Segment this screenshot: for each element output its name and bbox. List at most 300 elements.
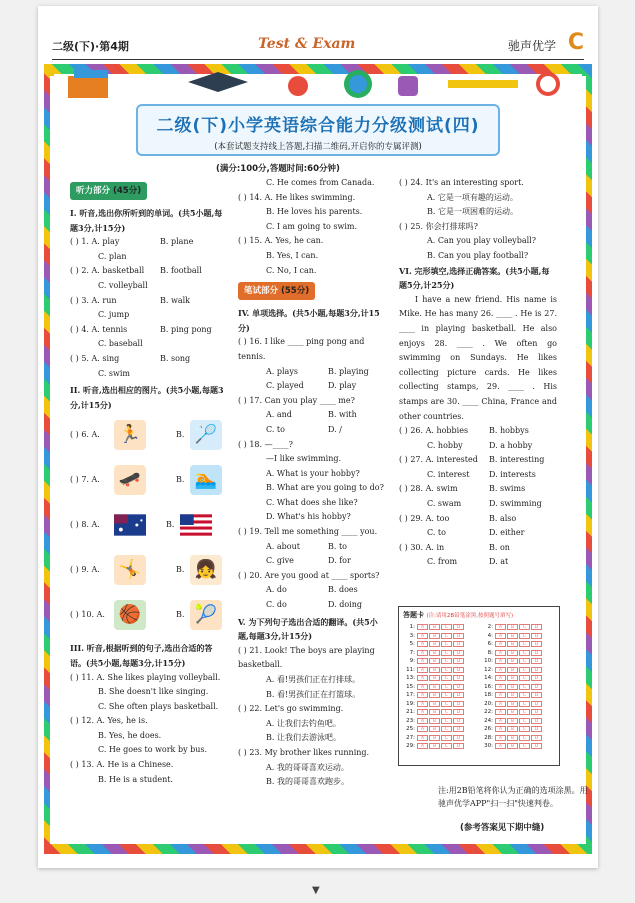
answer-card-instruction: (注:请用2B铅笔涂黑,按照题号填写) <box>426 613 514 619</box>
writing-part-points: (55分) <box>280 286 310 297</box>
answer-bubble[interactable]: A <box>417 684 428 690</box>
answer-card-row <box>481 649 555 658</box>
answer-bubble[interactable]: A <box>417 650 428 656</box>
answer-bubble-grid <box>403 623 555 751</box>
q13-a: ( ) 13. A. He is a Chinese. <box>70 760 174 770</box>
answer-bubble[interactable]: C <box>519 709 530 715</box>
answer-bubble[interactable]: C <box>519 624 530 630</box>
answer-bubble[interactable]: B <box>507 718 518 724</box>
answer-bubble[interactable]: A <box>417 726 428 732</box>
book-icon <box>74 70 108 78</box>
publisher-name: 驰声优学 <box>507 39 556 53</box>
answer-bubble[interactable]: B <box>507 658 518 664</box>
q8-b-label: B. <box>166 519 175 529</box>
answer-bubble[interactable]: B <box>507 726 518 732</box>
column-1 <box>70 178 228 787</box>
answer-bubble[interactable]: C <box>519 667 530 673</box>
answer-bubble[interactable]: D <box>531 633 542 639</box>
answer-card-number: 6: <box>487 641 493 648</box>
q24-stem: ( ) 24. It's an interesting sport. <box>399 178 524 187</box>
answer-bubble[interactable]: A <box>495 692 506 698</box>
q28-a: ( ) 28. A. swim <box>399 484 458 494</box>
answer-card-row <box>403 700 477 709</box>
answer-bubble[interactable]: B <box>429 624 440 630</box>
answer-bubble[interactable]: A <box>417 692 428 698</box>
answer-bubble[interactable]: B <box>429 701 440 707</box>
answer-card-row <box>403 683 477 692</box>
answer-card-number: 26: <box>484 726 493 733</box>
answer-bubble[interactable]: B <box>507 624 518 630</box>
answer-card-number: 27: <box>406 734 415 741</box>
answer-bubble[interactable]: D <box>531 641 542 647</box>
q12-c: C. He goes to work by bus. <box>98 745 208 755</box>
answer-card-number: 20: <box>484 700 493 707</box>
kids-badminton-picture-icon: 🏸 <box>190 420 222 450</box>
answer-bubble[interactable]: C <box>441 641 452 647</box>
answer-bubble[interactable]: D <box>531 658 542 664</box>
answer-bubble[interactable]: B <box>507 701 518 707</box>
graduation-cap-icon <box>188 72 248 92</box>
q22-stem: ( ) 22. Let's go swimming. <box>238 704 344 714</box>
q9-b-label: B. <box>176 564 185 574</box>
answer-reference: (参考答案见下期中缝) <box>460 823 545 833</box>
header-divider <box>52 59 584 60</box>
answer-bubble[interactable]: D <box>453 726 464 732</box>
answer-card-row <box>403 674 477 683</box>
q22-a: A. 让我们去钓鱼吧。 <box>266 718 341 728</box>
answer-bubble[interactable]: D <box>531 692 542 698</box>
q7-label: ( ) 7. A. <box>70 474 100 484</box>
q24-b: B. 它是一项困难的运动。 <box>427 207 518 217</box>
answer-bubble[interactable]: D <box>453 658 464 664</box>
question-30 <box>399 541 557 570</box>
q20-b: B. does <box>328 585 358 595</box>
answer-bubble[interactable]: C <box>441 684 452 690</box>
question-2 <box>70 264 228 293</box>
answer-card-number: 23: <box>406 717 415 724</box>
answer-bubble[interactable]: C <box>441 650 452 656</box>
listening-part-label: 听力部分 <box>76 186 111 196</box>
kids-running-picture-icon: 🏃 <box>114 420 146 450</box>
answer-bubble[interactable]: C <box>441 624 452 630</box>
q28-d: D. swimming <box>489 499 542 509</box>
q12-b: B. Yes, he does. <box>98 730 162 740</box>
answer-card-number: 10: <box>484 658 493 665</box>
answer-card-number: 12: <box>484 666 493 673</box>
q1-a: ( ) 1. A. play <box>70 237 120 247</box>
answer-bubble[interactable]: C <box>519 726 530 732</box>
question-3 <box>70 294 228 323</box>
q1-b: B. plane <box>160 237 194 247</box>
answer-bubble[interactable]: C <box>519 692 530 698</box>
q25-stem: ( ) 25. 你会打排球吗? <box>399 221 478 231</box>
q15-c: C. No, I can. <box>266 265 317 275</box>
answer-bubble[interactable]: D <box>531 718 542 724</box>
question-22 <box>238 702 388 746</box>
q30-c: C. from <box>427 557 458 567</box>
answer-bubble[interactable]: A <box>417 667 428 673</box>
answer-card-row <box>481 734 555 743</box>
answer-card-number: 19: <box>406 700 415 707</box>
q29-b: B. also <box>489 513 517 523</box>
ball-icon <box>288 76 308 96</box>
answer-bubble[interactable]: A <box>417 735 428 741</box>
answer-bubble[interactable]: C <box>519 658 530 664</box>
answer-bubble[interactable]: A <box>495 735 506 741</box>
answer-bubble[interactable]: C <box>441 701 452 707</box>
answer-bubble[interactable]: D <box>531 709 542 715</box>
answer-bubble[interactable]: C <box>441 735 452 741</box>
answer-bubble[interactable]: B <box>429 709 440 715</box>
answer-bubble[interactable]: C <box>519 675 530 681</box>
answer-bubble[interactable]: A <box>495 743 506 749</box>
answer-bubble[interactable]: A <box>495 726 506 732</box>
answer-bubble[interactable]: B <box>429 650 440 656</box>
answer-bubble[interactable]: D <box>453 675 464 681</box>
q29-a: ( ) 29. A. too <box>399 513 450 523</box>
column-3 <box>399 176 557 570</box>
q17-d: D. / <box>328 424 342 434</box>
q23-stem: ( ) 23. My brother likes running. <box>238 747 370 757</box>
answer-bubble[interactable]: A <box>417 624 428 630</box>
answer-bubble[interactable]: B <box>507 743 518 749</box>
q2-b: B. football <box>160 266 202 276</box>
cloze-passage: I have a new friend. His name is Mike. He has many 26. ____ . He is 27. ____ in playing basketball. He also enjoys 28. ____ . We often go swimming on Sundays. He likes collecting picture cards. He likes collecting stamps, 29. ____ . His stamps are 30. ____ China, France and other countries. <box>399 294 557 421</box>
answer-card <box>398 606 560 766</box>
answer-bubble[interactable]: D <box>531 684 542 690</box>
answer-bubble[interactable]: A <box>495 684 506 690</box>
answer-bubble[interactable]: C <box>441 675 452 681</box>
answer-bubble[interactable]: A <box>417 718 428 724</box>
question-17 <box>238 394 388 438</box>
answer-bubble[interactable]: C <box>519 650 530 656</box>
answer-bubble[interactable]: C <box>519 684 530 690</box>
q7-b-label: B. <box>176 474 185 484</box>
answer-card-number: 24: <box>484 717 493 724</box>
section-6-heading: VI. 完形填空,选择正确答案。(共5小题,每题5分,计25分) <box>399 265 550 291</box>
answer-bubble[interactable]: D <box>453 684 464 690</box>
page-header <box>52 30 584 56</box>
answer-card-number: 25: <box>406 726 415 733</box>
answer-bubble[interactable]: B <box>507 709 518 715</box>
answer-bubble[interactable]: C <box>441 709 452 715</box>
answer-bubble[interactable]: B <box>429 735 440 741</box>
answer-bubble[interactable]: A <box>417 633 428 639</box>
answer-bubble[interactable]: A <box>495 624 506 630</box>
answer-card-row <box>403 717 477 726</box>
answer-bubble[interactable]: A <box>495 667 506 673</box>
answer-bubble[interactable]: C <box>519 735 530 741</box>
answer-bubble[interactable]: A <box>417 709 428 715</box>
q14-b: B. He loves his parents. <box>266 207 363 217</box>
answer-bubble[interactable]: B <box>429 743 440 749</box>
answer-bubble[interactable]: B <box>507 675 518 681</box>
usa-flag-icon <box>180 510 212 540</box>
answer-bubble[interactable]: A <box>417 701 428 707</box>
answer-bubble[interactable]: C <box>441 743 452 749</box>
q21-a: A. 看!男孩们正在打排球。 <box>266 675 361 684</box>
q4-b: B. ping pong <box>160 324 212 334</box>
answer-card-row <box>481 725 555 734</box>
question-15 <box>238 234 388 278</box>
q18-d: D. What's his hobby? <box>266 512 351 522</box>
answer-card-number: 7: <box>409 649 415 656</box>
answer-bubble[interactable]: D <box>531 726 542 732</box>
answer-card-number: 2: <box>487 624 493 631</box>
question-20 <box>238 569 388 613</box>
answer-bubble[interactable]: B <box>429 684 440 690</box>
answer-card-number: 22: <box>484 709 493 716</box>
boy-skateboard-picture-icon: 🛹 <box>114 465 146 495</box>
q21-stem: ( ) 21. Look! The boys are playing basketball. <box>238 645 375 670</box>
answer-card-number: 9: <box>409 658 415 665</box>
answer-card-number: 5: <box>409 641 415 648</box>
q30-d: D. at <box>489 557 509 567</box>
answer-card-row <box>403 725 477 734</box>
question-7 <box>70 457 228 502</box>
answer-bubble[interactable]: A <box>417 641 428 647</box>
answer-bubble[interactable]: A <box>495 641 506 647</box>
q2-a: ( ) 2. A. basketball <box>70 266 145 276</box>
q27-d: D. interests <box>489 469 536 479</box>
title-banner <box>136 104 500 156</box>
answer-card-row <box>481 717 555 726</box>
answer-bubble[interactable]: D <box>531 624 542 630</box>
answer-card-row <box>481 657 555 666</box>
answer-bubble[interactable]: C <box>441 692 452 698</box>
answer-bubble[interactable]: D <box>531 701 542 707</box>
q21-b: B. 看!男孩们正在打篮球。 <box>266 689 361 699</box>
answer-card-row <box>403 734 477 743</box>
kids-skipping-picture-icon: 🤸 <box>114 555 146 585</box>
question-23 <box>238 746 388 790</box>
answer-card-number: 30: <box>484 743 493 750</box>
question-9 <box>70 547 228 592</box>
answer-bubble[interactable]: C <box>519 701 530 707</box>
answer-card-row <box>481 742 555 751</box>
q10-b-label: B. <box>176 609 185 619</box>
q29-d: D. either <box>489 528 525 538</box>
q3-c: C. jump <box>98 310 130 320</box>
q22-b: B. 让我们去游泳吧。 <box>266 733 341 743</box>
answer-bubble[interactable]: B <box>429 726 440 732</box>
answer-card-number: 1: <box>409 624 415 631</box>
q26-b: B. hobbys <box>489 426 529 436</box>
answer-bubble[interactable]: D <box>453 624 464 630</box>
q26-c: C. hobby <box>427 440 463 450</box>
answer-bubble[interactable]: B <box>429 692 440 698</box>
q20-stem: ( ) 20. Are you good at ____ sports? <box>238 570 380 580</box>
q10-label: ( ) 10. A. <box>70 609 105 619</box>
q5-c: C. swim <box>98 368 131 378</box>
answer-card-number: 17: <box>406 692 415 699</box>
q16-a: A. plays <box>266 366 298 376</box>
answer-bubble[interactable]: C <box>441 633 452 639</box>
answer-card-title <box>403 610 555 620</box>
answer-bubble[interactable]: B <box>507 735 518 741</box>
q17-b: B. with <box>328 410 357 420</box>
answer-bubble[interactable]: D <box>453 667 464 673</box>
answer-bubble[interactable]: B <box>507 641 518 647</box>
answer-bubble[interactable]: C <box>441 658 452 664</box>
exam-title: 二级(下)小学英语综合能力分级测试(四) <box>156 116 480 136</box>
issue-label: 二级(下)·第4期 <box>52 40 129 53</box>
q5-b: B. song <box>160 353 191 363</box>
answer-bubble[interactable]: A <box>417 743 428 749</box>
q15-b: B. Yes, I can. <box>266 250 319 260</box>
answer-bubble[interactable]: B <box>507 650 518 656</box>
girls-standing-picture-icon: 👧 <box>190 555 222 585</box>
answer-card-row <box>403 649 477 658</box>
answer-bubble[interactable]: D <box>453 743 464 749</box>
q28-c: C. swam <box>427 499 462 509</box>
answer-bubble[interactable]: A <box>495 718 506 724</box>
answer-bubble[interactable]: A <box>495 701 506 707</box>
answer-bubble[interactable]: A <box>495 658 506 664</box>
answer-bubble[interactable]: A <box>417 675 428 681</box>
listening-part-points: (45分) <box>112 186 142 196</box>
girl-tennis-picture-icon: 🎾 <box>190 600 222 630</box>
q18-stem: ( ) 18. —____? <box>238 439 293 449</box>
exam-subtitle: (本套试题支持线上答题,扫描二维码,开启你的专属评测) <box>214 142 422 152</box>
q23-b: B. 我的哥哥喜欢跑步。 <box>266 777 349 787</box>
answer-bubble[interactable]: C <box>519 641 530 647</box>
answer-bubble[interactable]: D <box>453 735 464 741</box>
q4-c: C. baseball <box>98 339 143 349</box>
question-6 <box>70 412 228 457</box>
answer-bubble[interactable]: B <box>429 667 440 673</box>
q3-a: ( ) 3. A. run <box>70 295 117 305</box>
answer-card-row <box>403 691 477 700</box>
answer-card-row <box>481 691 555 700</box>
answer-bubble[interactable]: A <box>495 633 506 639</box>
writing-part-badge <box>238 282 315 300</box>
section-3-heading: III. 听音,根据听到的句子,选出合适的答语。(共5小题,每题3分,计15分) <box>70 643 213 668</box>
question-21 <box>238 644 388 702</box>
q14-a: ( ) 14. A. He likes swimming. <box>238 192 356 202</box>
answer-card-title-text: 答题卡 <box>403 611 424 619</box>
exam-sheet <box>38 6 598 868</box>
answer-bubble[interactable]: B <box>429 718 440 724</box>
scroll-down-arrow-icon[interactable]: ▼ <box>312 885 320 896</box>
answer-bubble[interactable]: D <box>453 633 464 639</box>
q11-a: ( ) 11. A. She likes playing volleyball. <box>70 672 221 682</box>
pencil-icon <box>448 80 518 88</box>
q3-b: B. walk <box>160 295 190 305</box>
answer-bubble[interactable]: D <box>453 650 464 656</box>
answer-bubble[interactable]: A <box>495 650 506 656</box>
answer-bubble[interactable]: B <box>507 692 518 698</box>
question-16 <box>238 335 388 393</box>
footer-note: 注:用2B铅笔将你认为正确的选项涂黑。用驰声优学APP"扫一扫"快速判卷。 <box>438 786 588 808</box>
answer-bubble[interactable]: D <box>531 667 542 673</box>
answer-bubble[interactable]: B <box>429 675 440 681</box>
q20-d: D. doing <box>328 600 362 610</box>
q13-c: C. He comes from Canada. <box>266 178 375 187</box>
school-supplies-decoration <box>48 68 588 100</box>
boy-swimming-picture-icon: 🏊 <box>190 465 222 495</box>
answer-bubble[interactable]: D <box>531 735 542 741</box>
answer-bubble[interactable]: D <box>531 650 542 656</box>
q4-a: ( ) 4. A. tennis <box>70 324 128 334</box>
question-24 <box>399 176 557 220</box>
answer-bubble[interactable]: D <box>453 709 464 715</box>
q13-b: B. He is a student. <box>98 774 173 784</box>
answer-card-row <box>481 632 555 641</box>
answer-bubble[interactable]: D <box>531 675 542 681</box>
answer-bubble[interactable]: B <box>429 641 440 647</box>
answer-bubble[interactable]: D <box>453 718 464 724</box>
brand-title: Test & Exam <box>258 36 356 52</box>
q6-label: ( ) 6. A. <box>70 429 100 439</box>
answer-bubble[interactable]: B <box>507 667 518 673</box>
section-5-heading: V. 为下列句子选出合适的翻译。(共5小题,每题3分,计15分) <box>238 616 378 642</box>
q17-a: A. and <box>266 410 292 420</box>
answer-bubble[interactable]: A <box>495 709 506 715</box>
answer-bubble[interactable]: A <box>495 675 506 681</box>
answer-bubble[interactable]: D <box>531 743 542 749</box>
q25-b: B. Can you play football? <box>427 250 529 260</box>
q5-a: ( ) 5. A. sing <box>70 353 120 363</box>
answer-bubble[interactable]: C <box>441 718 452 724</box>
answer-card-row <box>403 666 477 675</box>
q25-a: A. Can you play volleyball? <box>427 236 536 246</box>
answer-bubble[interactable]: B <box>507 633 518 639</box>
answer-bubble[interactable]: D <box>453 701 464 707</box>
q11-c: C. She often plays basketball. <box>98 701 219 711</box>
answer-bubble[interactable]: A <box>417 658 428 664</box>
answer-bubble[interactable]: D <box>453 641 464 647</box>
publisher-logo: C <box>567 30 584 55</box>
question-27 <box>399 453 557 482</box>
answer-bubble[interactable]: C <box>519 743 530 749</box>
answer-card-row <box>481 700 555 709</box>
q2-c: C. volleyball <box>98 280 148 290</box>
answer-bubble[interactable]: B <box>507 684 518 690</box>
q27-b: B. interesting <box>489 455 545 465</box>
boy-basketball-picture-icon: 🏀 <box>114 600 146 630</box>
question-25 <box>399 220 557 264</box>
q11-b: B. She doesn't like singing. <box>98 687 209 697</box>
q16-c: C. played <box>266 381 304 391</box>
answer-card-row <box>481 674 555 683</box>
answer-card-row <box>481 666 555 675</box>
answer-bubble[interactable]: C <box>441 726 452 732</box>
q20-c: C. do <box>266 600 287 610</box>
q18-c: C. What does she like? <box>266 497 358 507</box>
answer-bubble[interactable]: C <box>519 718 530 724</box>
q19-c: C. give <box>266 556 294 566</box>
section-1-heading: I. 听音,选出你所听到的单词。(共5小题,每题3分,计15分) <box>70 208 223 233</box>
answer-bubble[interactable]: C <box>519 633 530 639</box>
answer-bubble[interactable]: B <box>429 633 440 639</box>
answer-bubble[interactable]: C <box>441 667 452 673</box>
australia-flag-icon <box>114 510 146 540</box>
answer-card-number: 29: <box>406 743 415 750</box>
question-14 <box>238 191 388 235</box>
answer-card-number: 21: <box>406 709 415 716</box>
answer-card-row <box>481 708 555 717</box>
answer-card-number: 14: <box>484 675 493 682</box>
q6-b-label: B. <box>176 429 185 439</box>
answer-card-number: 3: <box>409 632 415 639</box>
answer-bubble[interactable]: B <box>429 658 440 664</box>
answer-card-number: 8: <box>487 649 493 656</box>
answer-card-row <box>403 708 477 717</box>
answer-bubble[interactable]: D <box>453 692 464 698</box>
q27-c: C. interest <box>427 469 470 479</box>
q19-stem: ( ) 19. Tell me something ____ you. <box>238 527 378 537</box>
